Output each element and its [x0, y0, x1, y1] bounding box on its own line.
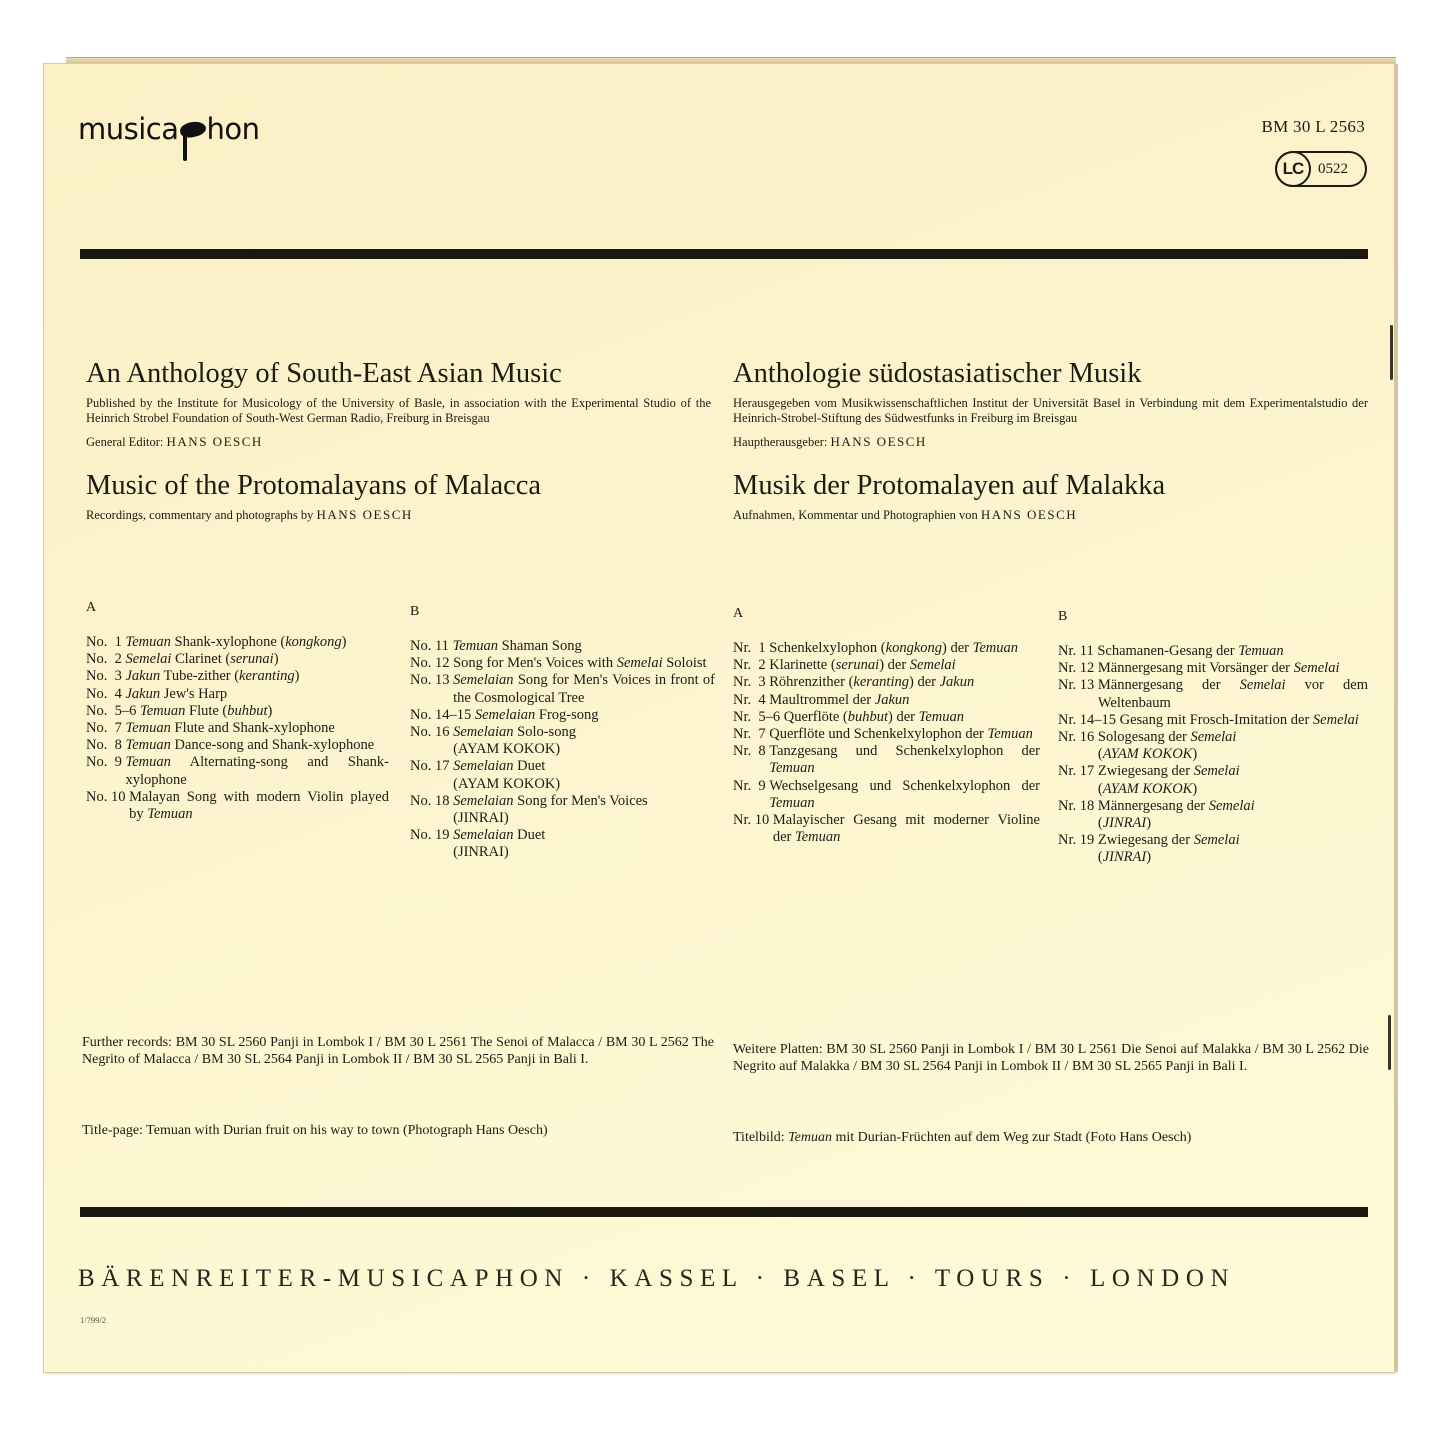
track-item	[86, 703, 389, 720]
credits-name-de: HANS OESCH	[980, 506, 1078, 522]
track-item	[733, 709, 1040, 726]
track-item	[1058, 660, 1368, 677]
side-label: B	[410, 604, 420, 619]
print-code: 1/799/2	[80, 1315, 106, 1325]
track-item	[1058, 712, 1368, 729]
tracklist-en-side-a	[86, 600, 389, 823]
track-number: Nr. 18	[1058, 797, 1098, 814]
track-list	[410, 638, 715, 862]
track-number: No. 18	[410, 792, 454, 809]
music-note-p-icon	[180, 119, 206, 139]
track-number: Nr. 17	[1058, 763, 1098, 780]
further-records-de: Weitere Platten: BM 30 SL 2560 Panji in Lombok I / BM 30 L 2561 Die Senoi auf Malakka / BM 30 L 2562 Die Negrito auf Malakka / BM 30 SL 2564 Panji in Lombok II / BM 30 SL 2565 Panji in Bali I.	[733, 1042, 1369, 1074]
track-item	[86, 720, 389, 737]
track-title: Semelaian Song for Men's Voices (JINRAI)	[453, 792, 648, 827]
track-title: Semelaian Solo-song (AYAM KOKOK)	[453, 724, 576, 758]
track-number: Nr. 10	[733, 812, 773, 829]
sleeve-right-edge	[1394, 64, 1398, 1372]
track-item	[733, 674, 1040, 691]
track-number: Nr. 19	[1058, 832, 1098, 849]
tracklist-de-side-a	[733, 606, 1040, 846]
track-number: No. 13	[410, 672, 454, 689]
track-item	[86, 686, 389, 703]
track-number: No. 4	[86, 685, 126, 702]
track-title: Malayan Song with modern Violin played by Temuan	[129, 788, 389, 823]
track-item	[1058, 832, 1368, 866]
track-item	[1058, 729, 1368, 763]
track-item	[1058, 677, 1368, 711]
track-number: No. 2	[86, 651, 126, 668]
track-number: Nr. 11	[1058, 643, 1098, 659]
credits-label-de: Aufnahmen, Kommentar und Photographien von	[733, 507, 978, 522]
track-list	[1058, 643, 1368, 867]
track-number: No. 16	[410, 724, 454, 741]
musicaphon-logo	[78, 112, 260, 146]
track-title: Semelaian Duet (AYAM KOKOK)	[453, 758, 561, 792]
logo-text-left: musica	[78, 112, 179, 146]
track-title: Wechselgesang und Schenkelxylophon der Temuan	[769, 777, 1040, 811]
track-title: Querflöte und Schenkelxylophon der Temuan	[769, 726, 1033, 743]
track-item	[733, 812, 1040, 846]
track-title: Jakun Tube-zither (keranting)	[125, 668, 300, 685]
track-title: Männergesang der Semelai vor dem Weltenbaum	[1097, 677, 1368, 711]
track-number: No. 1	[86, 634, 126, 650]
track-number: Nr. 16	[1058, 729, 1098, 746]
track-title: Temuan Shank-xylophone (kongkong)	[125, 634, 347, 650]
title-page-caption-en: Title-page: Temuan with Durian fruit on his way to town (Photograph Hans Oesch)	[82, 1123, 548, 1138]
track-title: Jakun Jew's Harp	[125, 685, 228, 702]
track-title: Temuan Flute (buhbut)	[139, 702, 273, 719]
credits-name-en: HANS OESCH	[316, 506, 413, 522]
track-item	[733, 657, 1040, 674]
track-item	[410, 707, 715, 724]
track-number: Nr. 9	[733, 777, 770, 794]
track-number: No. 14–15	[410, 706, 475, 723]
track-title: Klarinette (serunai) der Semelai	[769, 657, 956, 674]
track-title: Querflöte (buhbut) der Temuan	[783, 708, 965, 725]
track-item	[410, 793, 715, 827]
track-number: No. 17	[410, 758, 454, 775]
track-title: Männergesang mit Vorsänger der Semelai	[1097, 660, 1340, 677]
track-item	[86, 651, 389, 668]
editor-name-en: HANS OESCH	[166, 434, 263, 450]
track-item	[410, 827, 715, 861]
track-title: Semelai Clarinet (serunai)	[125, 651, 279, 668]
track-item	[733, 743, 1040, 777]
label-code-number: 0522	[1318, 160, 1348, 177]
editor-label-de: Hauptherausgeber:	[733, 435, 828, 450]
publisher-info-en: Published by the Institute for Musicology of the University of Basle, in association with the Experimental Studio of the Heinrich Strobel Foundation of South-West German Radio, Freiburg in Breisgau	[86, 396, 711, 426]
track-number: Nr. 5–6	[733, 708, 784, 725]
track-title: Temuan Flute and Shank-xylophone	[125, 720, 335, 737]
general-editor-de	[733, 434, 1368, 450]
track-number: Nr. 1	[733, 640, 770, 656]
track-number: No. 12	[410, 655, 454, 672]
track-number: Nr. 8	[733, 743, 770, 760]
general-editor-en	[86, 434, 711, 450]
track-item	[410, 638, 715, 655]
label-code-badge	[1275, 151, 1367, 187]
track-title: Röhrenzither (keranting) der Jakun	[769, 674, 975, 691]
track-number: Nr. 3	[733, 674, 770, 691]
editor-label-en: General Editor:	[86, 435, 164, 450]
track-title: Song for Men's Voices with Semelai Soloist	[453, 655, 707, 672]
credits-label-en: Recordings, commentary and photographs by	[86, 507, 314, 522]
track-number: No. 8	[86, 737, 126, 754]
track-number: No. 7	[86, 720, 126, 737]
series-title-de: Anthologie südostasiatischer Musik	[733, 358, 1142, 389]
track-title: Zwiegesang der Semelai (AYAM KOKOK)	[1097, 763, 1240, 797]
title-page-caption-de	[733, 1129, 1191, 1146]
credits-de	[733, 507, 1368, 523]
track-item	[86, 668, 389, 685]
track-item	[733, 778, 1040, 812]
track-item	[733, 640, 1040, 657]
lc-logo-icon: LC	[1275, 151, 1311, 187]
album-title-de: Musik der Protomalayen auf Malakka	[733, 470, 1166, 502]
track-item	[410, 655, 715, 672]
side-label: A	[86, 600, 97, 615]
title-page-label-de: Titelbild:	[733, 1130, 785, 1145]
track-number: No. 9	[86, 754, 126, 771]
track-item	[86, 789, 389, 823]
tracklist-de-side-b	[1058, 609, 1368, 867]
track-title: Temuan Alternating-song and Shank-xylophone	[125, 754, 389, 788]
track-number: No. 11	[410, 638, 453, 654]
track-list	[733, 640, 1040, 846]
logo-text-right: hon	[206, 112, 260, 146]
title-page-subject-de: Temuan	[788, 1130, 832, 1145]
sleeve-notch-top	[1390, 325, 1393, 380]
side-label: A	[733, 606, 744, 621]
track-number: No. 10	[86, 788, 130, 805]
german-header	[733, 358, 1368, 523]
track-title: Tanzgesang und Schenkelxylophon der Temuan	[769, 743, 1040, 777]
track-title: Schenkelxylophon (kongkong) der Temuan	[769, 640, 1018, 656]
track-title: Maultrommel der Jakun	[769, 691, 910, 708]
track-item	[86, 754, 389, 788]
further-records-en: Further records: BM 30 SL 2560 Panji in Lombok I / BM 30 L 2561 The Senoi of Malacca / BM 30 L 2562 The Negrito of Malacca / BM 30 SL 2564 Panji in Lombok II / BM 30 SL 2565 Panji in Bali I.	[82, 1035, 714, 1067]
track-title: Semelaian Duet (JINRAI)	[453, 827, 546, 861]
track-number: No. 3	[86, 668, 126, 685]
track-title: Semelaian Frog-song	[474, 706, 599, 723]
track-item	[733, 726, 1040, 743]
side-label: B	[1058, 609, 1068, 624]
bottom-divider-rule	[80, 1207, 1368, 1217]
track-number: Nr. 2	[733, 657, 770, 674]
track-number: Nr. 14–15	[1058, 711, 1120, 728]
track-number: No. 19	[410, 827, 454, 844]
track-item	[410, 724, 715, 758]
catalog-number: BM 30 L 2563	[1261, 117, 1365, 136]
track-title: Temuan Dance-song and Shank-xylophone	[125, 737, 375, 754]
album-title-en: Music of the Protomalayans of Malacca	[86, 470, 542, 502]
track-item	[1058, 643, 1368, 660]
track-title: Malayischer Gesang mit moderner Violine der Temuan	[772, 812, 1040, 846]
track-item	[86, 737, 389, 754]
credits-en	[86, 507, 711, 523]
track-number: Nr. 4	[733, 691, 770, 708]
track-number: No. 5–6	[86, 702, 140, 719]
tracklist-en-side-b	[410, 604, 715, 862]
series-title-en: An Anthology of South-East Asian Music	[86, 358, 562, 389]
track-title: Gesang mit Frosch-Imitation der Semelai	[1119, 711, 1359, 728]
track-number: Nr. 12	[1058, 660, 1098, 677]
track-list	[86, 634, 389, 823]
editor-name-de: HANS OESCH	[830, 434, 927, 450]
track-item	[410, 758, 715, 792]
title-page-rest-de: mit Durian-Früchten auf dem Weg zur Stadt (Foto Hans Oesch)	[831, 1130, 1192, 1145]
track-title: Temuan Shaman Song	[452, 638, 582, 654]
sleeve-notch-bottom	[1388, 1015, 1391, 1070]
track-number: Nr. 7	[733, 726, 770, 743]
track-item	[410, 672, 715, 706]
track-title: Zwiegesang der Semelai (JINRAI)	[1097, 832, 1240, 866]
track-item	[1058, 798, 1368, 832]
track-item	[1058, 763, 1368, 797]
track-number: Nr. 13	[1058, 677, 1098, 694]
publisher-imprint: BÄRENREITER-MUSICAPHON · KASSEL · BASEL · TOURS · LONDON	[78, 1265, 1236, 1292]
track-title: Sologesang der Semelai (AYAM KOKOK)	[1097, 729, 1237, 763]
track-item	[733, 692, 1040, 709]
english-header	[86, 358, 711, 523]
track-item	[86, 634, 389, 651]
track-title: Semelaian Song for Men's Voices in front of the Cosmological Tree	[453, 672, 715, 706]
top-divider-rule	[80, 249, 1368, 259]
publisher-info-de: Herausgegeben vom Musikwissenschaftlichen Institut der Universität Basel in Verbindung mit dem Experimentalstudio der Heinrich-Strobel-Stiftung des Südwestfunks in Freiburg im Breisgau	[733, 396, 1368, 426]
track-title: Männergesang der Semelai (JINRAI)	[1097, 797, 1255, 832]
track-title: Schamanen-Gesang der Temuan	[1097, 643, 1284, 659]
